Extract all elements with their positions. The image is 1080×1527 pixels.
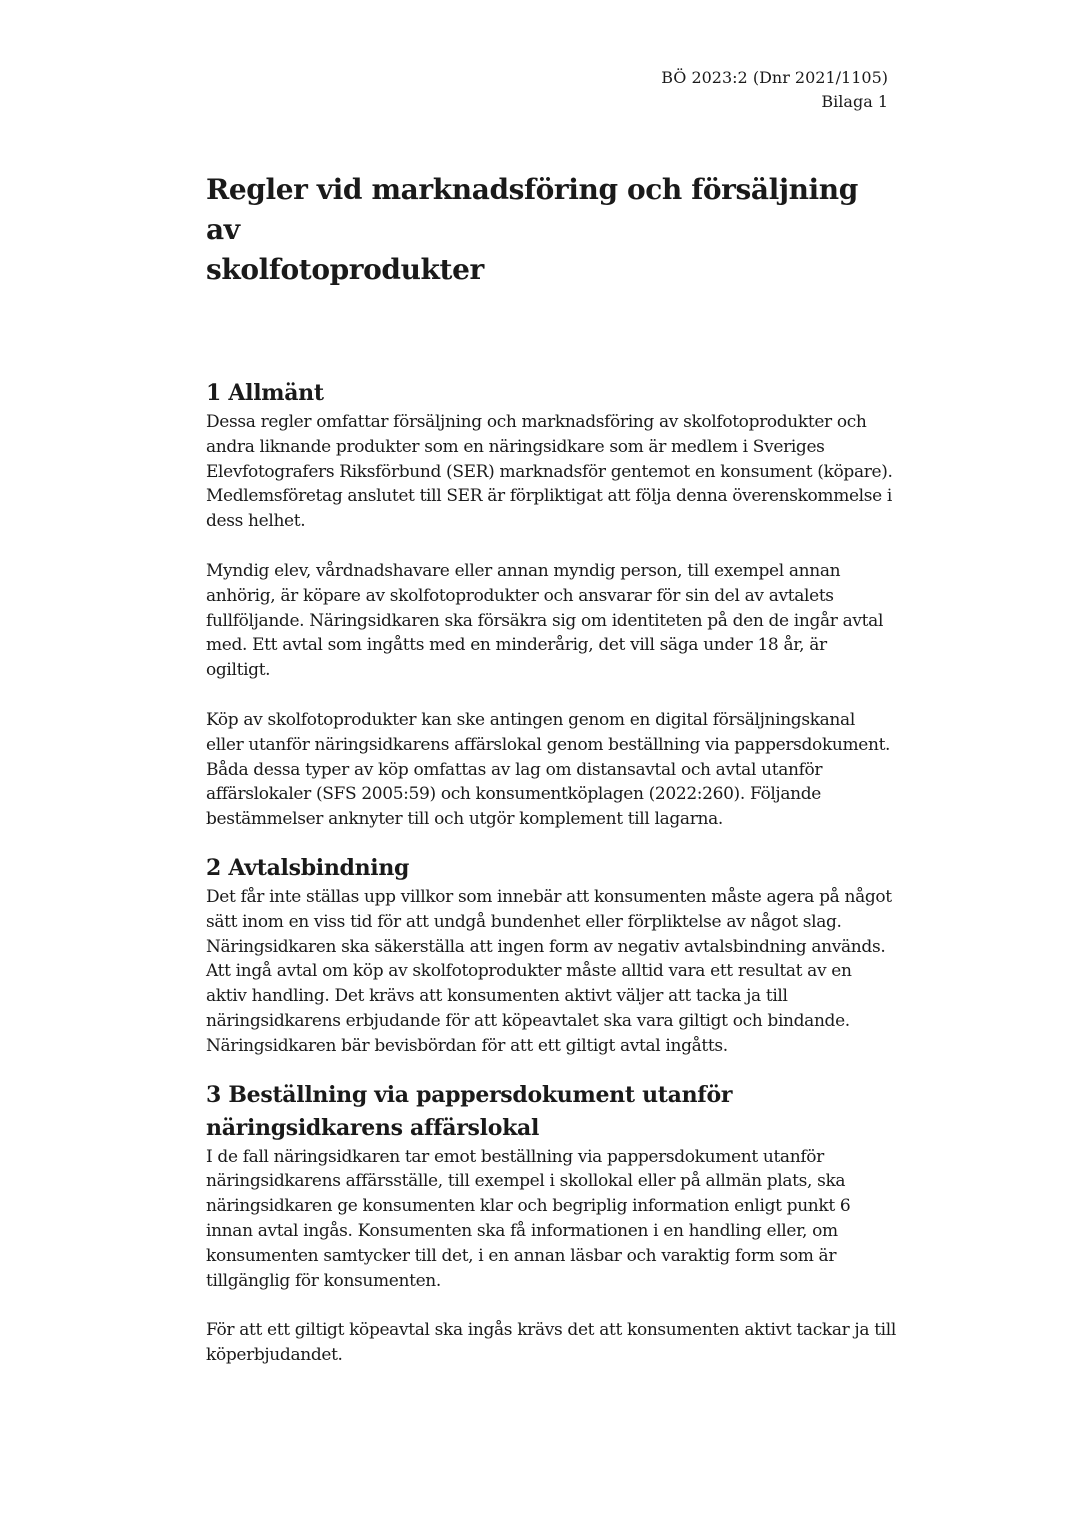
document-reference: BÖ 2023:2 (Dnr 2021/1105) <box>661 68 888 87</box>
attachment-label: Bilaga 1 <box>821 92 888 111</box>
section-allmant <box>206 377 896 832</box>
paragraph: Dessa regler omfattar försäljning och marknadsföring av skolfotoprodukter och andra liknande produkter som en näringsidkare som är medlem i Sveriges Elevfotografers Riksförbund (SER) marknadsför gentemot en konsument (köpare). Medlemsföretag anslutet till SER är förpliktigat att följa denna överenskommelse i dess helhet. <box>206 412 893 532</box>
document-reference-block <box>661 66 888 114</box>
section-heading: 2 Avtalsbindning <box>206 854 410 881</box>
document-body <box>206 170 896 1368</box>
section-avtalsbindning <box>206 852 896 1059</box>
section-heading: 1 Allmänt <box>206 380 324 406</box>
paragraph: Det får inte ställas upp villkor som innebär att konsumenten måste agera på något sätt inom en viss tid för att undgå bundenhet eller förpliktelse av något slag. Näringsidkaren ska säkerställa att ingen form av negativ avtalsbindning används. Att ingå avtal om köp av skolfotoprodukter måste alltid vara ett resultat av en aktiv handling. Det krävs att konsumenten aktivt väljer att tacka ja till näringsidkarens erbjudande för att köpeavtalet ska vara giltigt och bindande. Näringsidkaren bär bevisbördan för att ett giltigt avtal ingåtts. <box>206 886 892 1056</box>
document-title <box>206 170 896 290</box>
paragraph: I de fall näringsidkaren tar emot beställning via pappersdokument utanför näringsidkarens affärsställe, till exempel i skollokal eller på allmän plats, ska näringsidkaren ge konsumenten klar och begriplig information enligt punkt 6 innan avtal ingås. Konsumenten ska få informationen i en handling eller, om konsumenten samtycker till det, i en annan läsbar och varaktig form som är tillgänglig för konsumenten. <box>206 1146 851 1291</box>
document-title-line-1: Regler vid marknadsföring och försäljning av <box>206 173 858 246</box>
paragraph: Myndig elev, vårdnadshavare eller annan myndig person, till exempel annan anhörig, är köpare av skolfotoprodukter och ansvarar för sin del av avtalets fullföljande. Näringsidkaren ska försäkra sig om identiteten på den de ingår avtal med. Ett avtal som ingåtts med en minderårig, det vill säga under 18 år, är ogiltigt. <box>206 560 884 681</box>
section-heading <box>206 1079 896 1145</box>
paragraph: För att ett giltigt köpeavtal ska ingås krävs det att konsumenten aktivt tackar ja till köperbjudandet. <box>206 1320 896 1366</box>
section-bestallning <box>206 1079 896 1368</box>
section-heading-line-1: 3 Beställning via pappersdokument utanför <box>206 1081 733 1108</box>
document-title-line-2: skolfotoprodukter <box>206 253 484 286</box>
paragraph: Köp av skolfotoprodukter kan ske antingen genom en digital försäljningskanal eller utanför näringsidkarens affärslokal genom beställning via pappersdokument. Båda dessa typer av köp omfattas av lag om distansavtal och avtal utanför affärslokaler (SFS 2005:59) och konsumentköplagen (2022:260). Följande bestämmelser anknyter till och utgör komplement till lagarna. <box>206 709 891 830</box>
section-heading-line-2: näringsidkarens affärslokal <box>206 1114 540 1141</box>
